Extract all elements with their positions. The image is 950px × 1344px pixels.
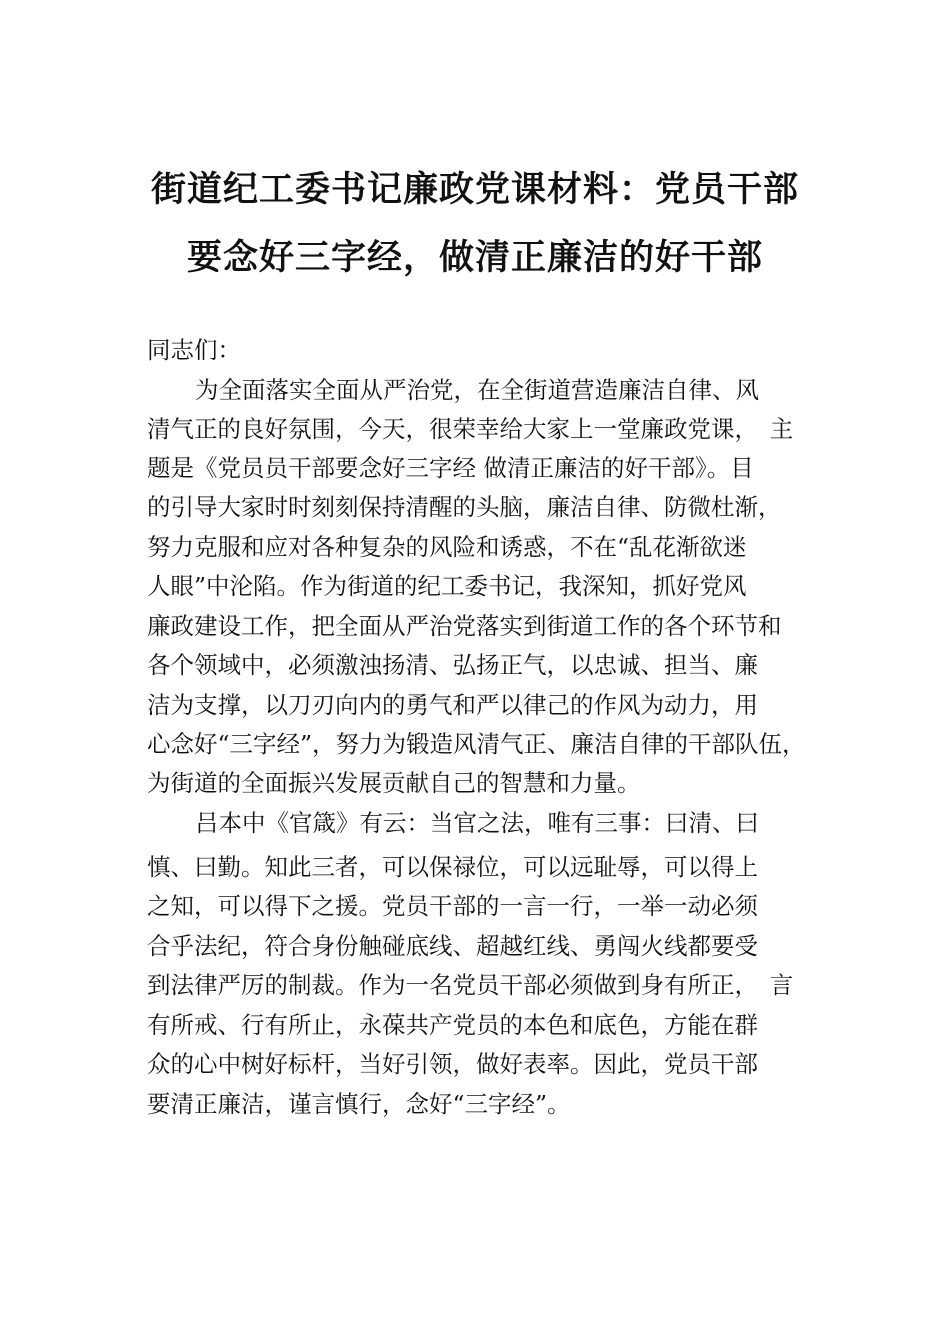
paragraph1-line: 的引导大家时时刻刻保持清醒的头脑，廉洁自律、防微杜渐， (147, 493, 782, 521)
salutation: 同志们： (147, 336, 241, 364)
paragraph1-line: 各个领域中，必须激浊扬清、弘扬正气，以忠诚、担当、廉 (147, 651, 758, 679)
paragraph1-line: 人眼”中沦陷。作为街道的纪工委书记，我深知，抓好党风 (147, 572, 747, 600)
paragraph2-line: 合乎法纪，符合身份触碰底线、超越红线、勇闯火线都要受 (147, 932, 758, 960)
paragraph1-line: 努力克服和应对各种复杂的风险和诱惑，不在“乱花渐欲迷 (147, 533, 747, 561)
paragraph1-line: 为全面落实全面从严治党，在全街道营造廉洁自律、风 (195, 376, 759, 404)
paragraph1-line: 题是《党员员干部要念好三字经 做清正廉洁的好干部》。目 (147, 454, 754, 482)
paragraph1-line: 清气正的良好氛围，今天，很荣幸给大家上一堂廉政党课， 主 (147, 415, 794, 443)
paragraph2-line: 之知，可以得下之援。党员干部的一言一行，一举一动必须 (147, 892, 758, 920)
paragraph2-line: 众的心中树好标杆，当好引领，做好表率。因此，党员干部 (147, 1050, 758, 1078)
document-title-line-2: 要念好三字经，做清正廉洁的好干部 (186, 237, 763, 278)
paragraph2-line: 到法律严厉的制裁。作为一名党员干部必须做到身有所正， 言 (147, 971, 794, 999)
paragraph1-line: 心念好“三字经”，努力为锻造风清气正、廉洁自律的干部队伍， (147, 730, 806, 758)
paragraph1-line: 廉政建设工作，把全面从严治党落实到街道工作的各个环节和 (147, 612, 782, 640)
paragraph2-line: 有所戒、行有所止，永葆共产党员的本色和底色，方能在群 (147, 1011, 758, 1039)
document-title-line-1: 街道纪工委书记廉政党课材料：党员干部 (150, 169, 799, 210)
paragraph2-line: 吕本中《官箴》有云：当官之法，唯有三事：曰清、曰 (195, 809, 759, 837)
paragraph1-line: 洁为支撑，以刀刃向内的勇气和严以律己的作风为动力，用 (147, 691, 758, 719)
paragraph2-line: 慎、曰勤。知此三者，可以保禄位，可以远耻辱，可以得上 (147, 853, 758, 881)
paragraph1-line: 为街道的全面振兴发展贡献自己的智慧和力量。 (147, 769, 641, 797)
paragraph2-line: 要清正廉洁，谨言慎行，念好“三字经”。 (147, 1090, 571, 1118)
